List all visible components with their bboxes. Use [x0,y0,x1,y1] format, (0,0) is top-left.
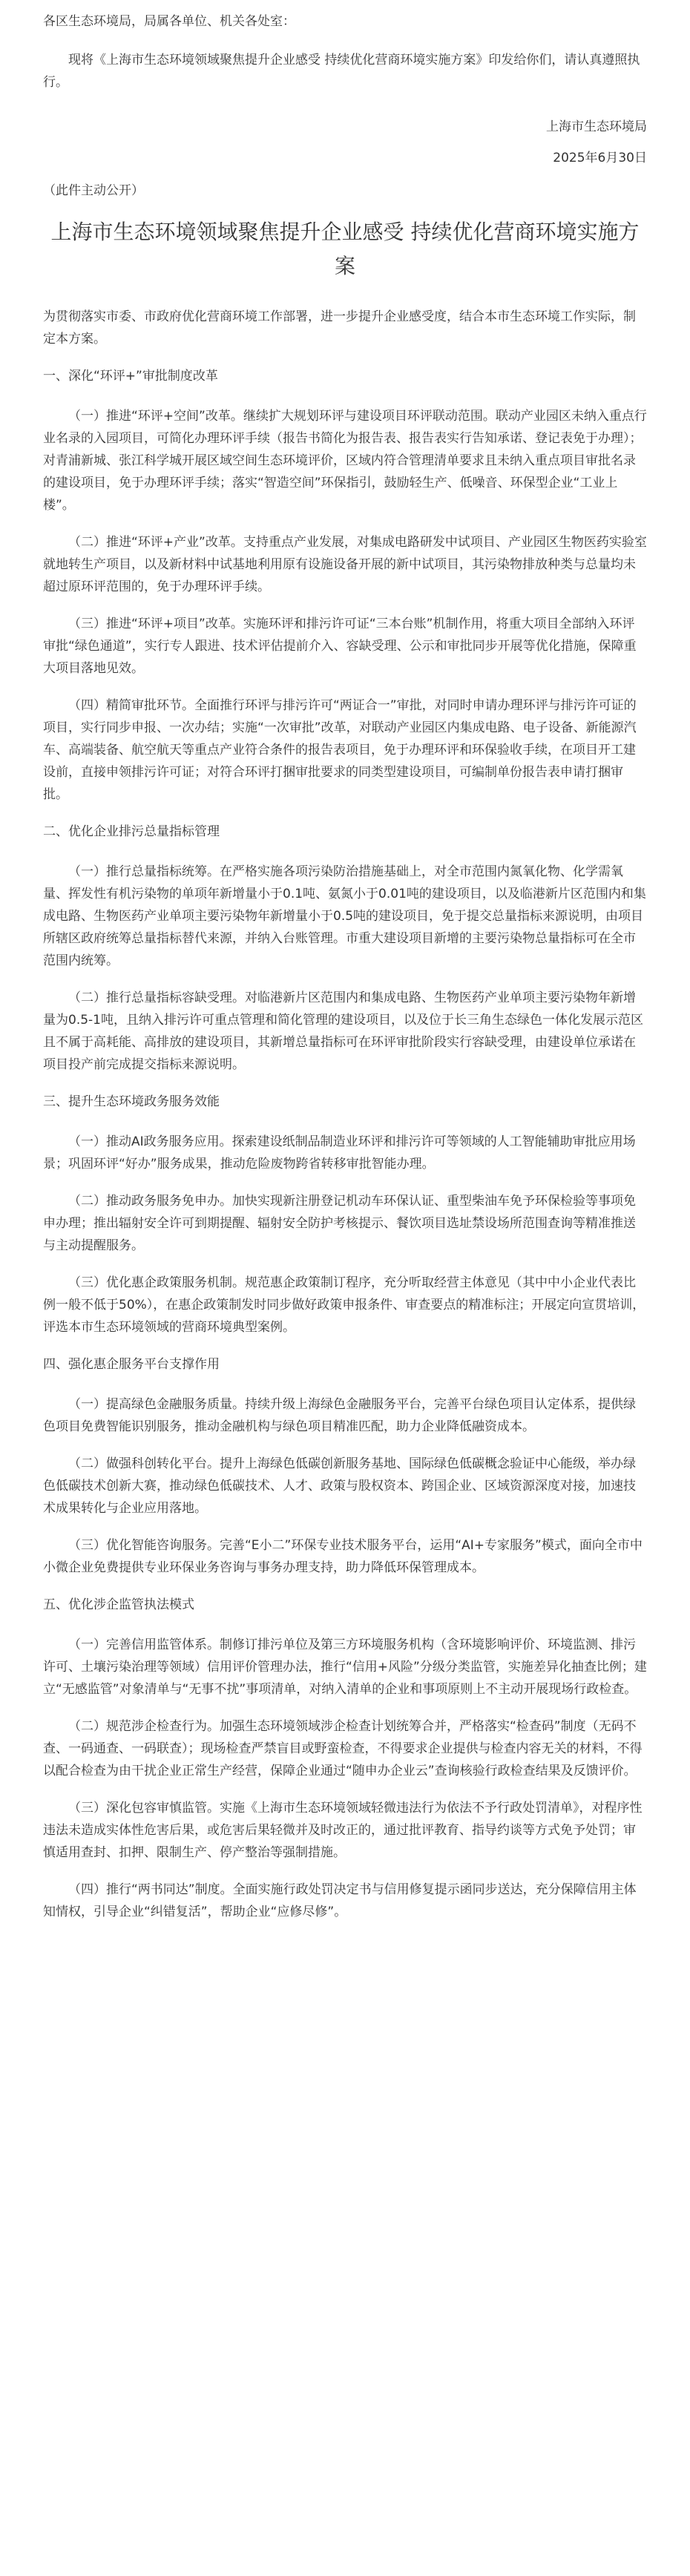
paragraph-1-4: （四）精简审批环节。全面推行环评与排污许可“两证合一”审批，对同时申请办理环评与排污许可证的项目，实行同步申报、一次办结；实施“一次审批”改革，对联动产业园区内集成电路、电子设备、新能源汽车、高端装备、航空航天等重点产业符合条件的报告表项目，免于办理环评和环保验收手续，在项目开工建设前，直接申领排污许可证；对符合环评打捆审批要求的同类型建设项目，可编制单份报告表申请打捆审批。 [43,698,637,802]
section-heading-2: 二、优化企业排污总量指标管理 [43,824,220,839]
paragraph-4-3: （三）优化智能咨询服务。完善“E小二”环保专业技术服务平台，运用“AI+专家服务”模式，面向全市中小微企业免费提供专业环保业务咨询与事务办理支持，助力降低环保管理成本。 [43,1538,643,1575]
paragraph-1-1: （一）推进“环评+空间”改革。继续扩大规划环评与建设项目环评联动范围。联动产业园区未纳入重点行业名录的入园项目，可简化办理环评手续（报告书简化为报告表、报告表实行告知承诺、登记表免于办理）；对青浦新城、张江科学城开展区域空间生态环境评价，区域内符合管理清单要求且未纳入重点项目审批名录的建设项目，免于办理环评手续；落实“智造空间”环保指引，鼓励轻生产、低噪音、环保型企业“工业上楼”。 [43,409,647,513]
paragraph-4-1: （一）提高绿色金融服务质量。持续升级上海绿色金融服务平台，完善平台绿色项目认定体系，提供绿色项目免费智能识别服务，推动金融机构与绿色项目精准匹配，助力企业降低融资成本。 [43,1397,636,1434]
paragraph-5-3: （三）深化包容审慎监管。实施《上海市生态环境领域轻微违法行为依法不予行政处罚清单》，对程序性违法未造成实体性危害后果，或危害后果轻微并及时改正的，通过批评教育、指导约谈等方式免予处罚；审慎适用查封、扣押、限制生产、停产整治等强制措施。 [43,1801,643,1860]
notice-date: 2025年6月30日 [553,151,647,165]
section-heading-5: 五、优化涉企监管执法模式 [43,1597,194,1612]
paragraph-1-3: （三）推进“环评+项目”改革。实施环评和排污许可证“三本台账”机制作用，将重大项目全部纳入环评审批“绿色通道”，实行专人跟进、技术评估提前介入、容缺受理、公示和审批同步开展等优化措施，保障重大项目落地见效。 [43,617,637,676]
intro-paragraph: 为贯彻落实市委、市政府优化营商环境工作部署，进一步提升企业感受度，结合本市生态环境工作实际，制定本方案。 [43,309,636,346]
section-heading-1: 一、深化“环评+”审批制度改革 [43,369,218,384]
paragraph-4-2: （二）做强科创转化平台。提升上海绿色低碳创新服务基地、国际绿色低碳概念验证中心能级，举办绿色低碳技术创新大赛，推动绿色低碳技术、人才、政策与股权资本、跨国企业、区域资源深度对接，加速技术成果转化与企业应用落地。 [43,1456,636,1516]
notice-body: 现将《上海市生态环境领域聚焦提升企业感受 持续优化营商环境实施方案》印发给你们，请认真遵照执行。 [43,53,640,90]
paragraph-3-2: （二）推动政务服务免申办。加快实现新注册登记机动车环保认证、重型柴油车免予环保检验等事项免申办理；推出辐射安全许可到期提醒、辐射安全防护考核提示、餐饮项目选址禁设场所范围查询等精准推送与主动提醒服务。 [43,1194,636,1253]
paragraph-3-1: （一）推动AI政务服务应用。探索建设纸制品制造业环评和排污许可等领域的人工智能辅助审批应用场景；巩固环评“好办”服务成果，推动危险废物跨省转移审批智能办理。 [43,1134,636,1172]
paragraph-3-3: （三）优化惠企政策服务机制。规范惠企政策制订程序，充分听取经营主体意见（其中中小企业代表比例一般不低于50%），在惠企政策制发时同步做好政策申报条件、审查要点的精准标注；开展定向宣贯培训，评选本市生态环境领域的营商环境典型案例。 [43,1275,645,1335]
paragraph-5-4: （四）推行“两书同达”制度。全面实施行政处罚决定书与信用修复提示函同步送达，充分保障信用主体知情权，引导企业“纠错复活”，帮助企业“应修尽修”。 [43,1882,637,1919]
document-title: 上海市生态环境领域聚焦提升企业感受 持续优化营商环境实施方案 [50,220,640,278]
notice-salutation: 各区生态环境局，局属各单位、机关各处室： [43,14,295,29]
section-heading-4: 四、强化惠企服务平台支撑作用 [43,1357,220,1372]
paragraph-2-2: （二）推行总量指标容缺受理。对临港新片区范围内和集成电路、生物医药产业单项主要污染物年新增量为0.5-1吨，且纳入排污许可重点管理和简化管理的建设项目，以及位于长三角生态绿色一体化发展示范区且不属于高耗能、高排放的建设项目，其新增总量指标可在环评审批阶段实行容缺受理，由建设单位承诺在项目投产前完成提交指标来源说明。 [43,990,643,1072]
public-note: （此件主动公开） [43,183,144,198]
paragraph-2-1: （一）推行总量指标统筹。在严格实施各项污染防治措施基础上，对全市范围内氮氧化物、化学需氧量、挥发性有机污染物的单项年新增量小于0.1吨、氨氮小于0.01吨的建设项目，以及临港新片区范围内和集成电路、生物医药产业单项主要污染物年新增量小于0.5吨的建设项目，免于提交总量指标来源说明，由项目所辖区政府统筹总量指标替代来源，并纳入台账管理。市重大建设项目新增的主要污染物总量指标可在全市范围内统筹。 [43,864,646,968]
section-heading-3: 三、提升生态环境政务服务效能 [43,1094,220,1109]
notice-signature: 上海市生态环境局 [546,119,647,134]
paragraph-5-1: （一）完善信用监管体系。制修订排污单位及第三方环境服务机构（含环境影响评价、环境监测、排污许可、土壤污染治理等领域）信用评价管理办法，推行“信用+风险”分级分类监管，实施差异化抽查比例；建立“无感监管”对象清单与“无事不扰”事项清单，对纳入清单的企业和事项原则上不主动开展现场行政检查。 [43,1637,647,1697]
paragraph-1-2: （二）推进“环评+产业”改革。支持重点产业发展，对集成电路研发中试项目、产业园区生物医药实验室就地转生产项目，以及新材料中试基地利用原有设施设备开展的新中试项目，其污染物排放种类与总量均未超过原环评范围的，免于办理环评手续。 [43,535,647,594]
paragraph-5-2: （二）规范涉企检查行为。加强生态环境领域涉企检查计划统筹合并，严格落实“检查码”制度（无码不查、一码通查、一码联查）；现场检查严禁盲目或野蛮检查，不得要求企业提供与检查内容无关的材料，不得以配合检查为由干扰企业正常生产经营，保障企业通过“随申办企业云”查询核验行政检查结果及反馈评价。 [43,1719,643,1778]
